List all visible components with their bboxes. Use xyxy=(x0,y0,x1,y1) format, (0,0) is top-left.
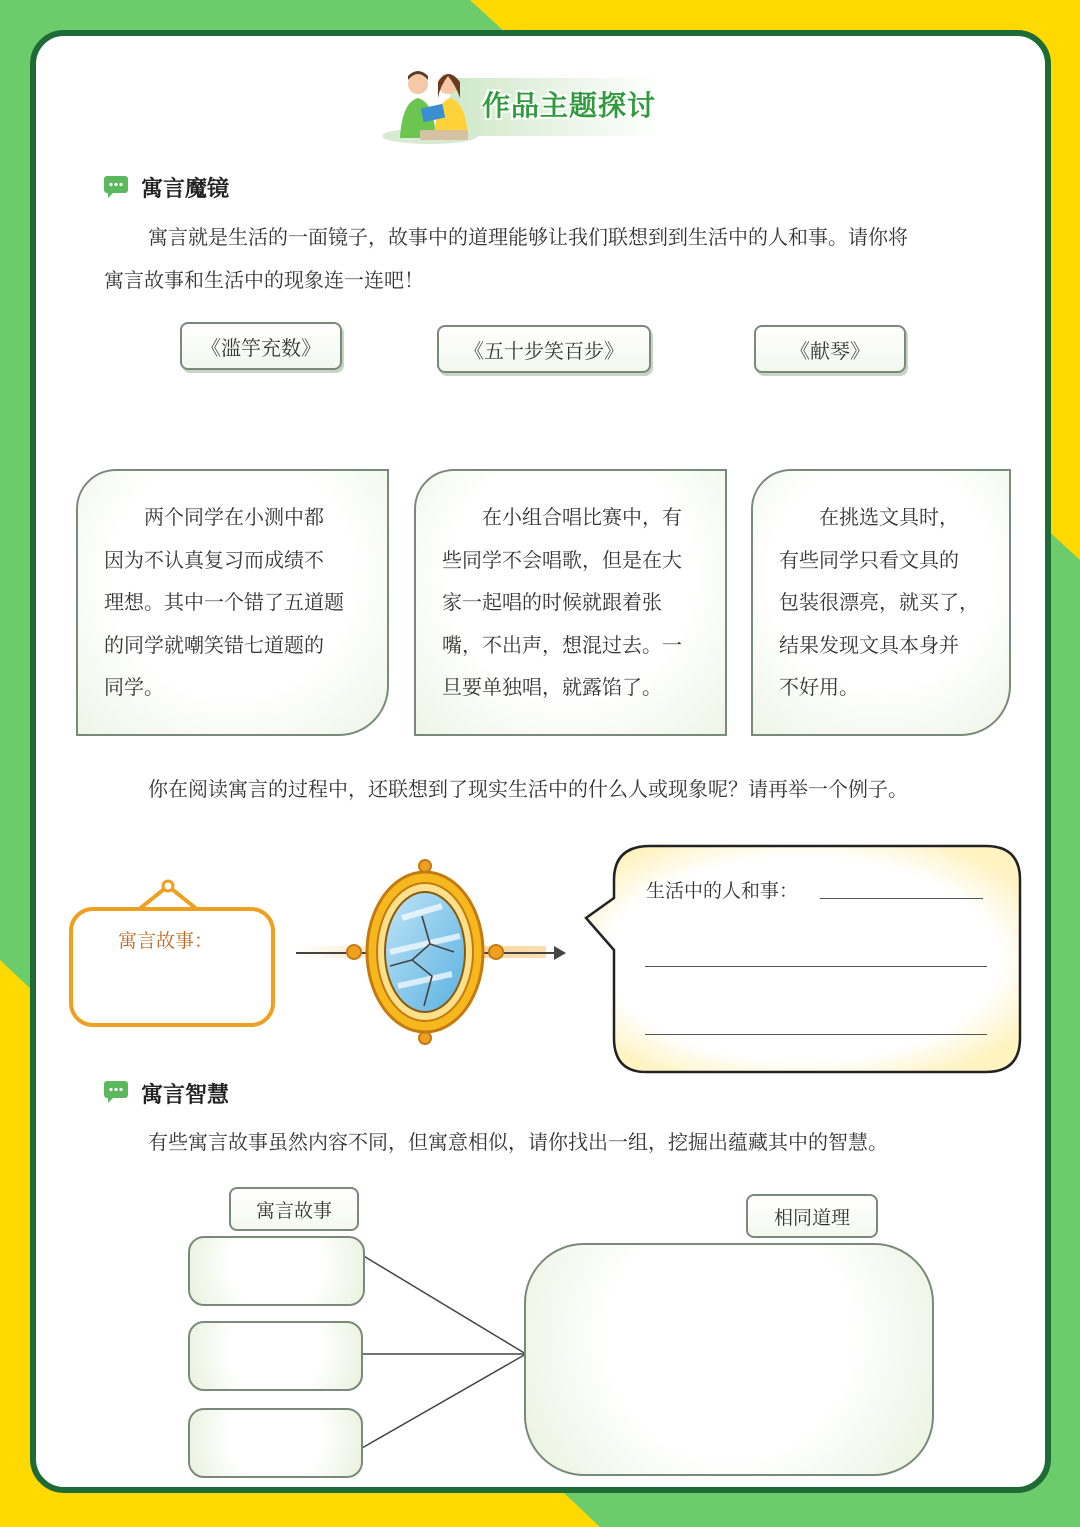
intro-line-2: 寓言故事和生活中的现象连一连吧！ xyxy=(104,268,424,292)
answer-line-2[interactable] xyxy=(645,966,987,967)
card-line: 家一起唱的时候就跟着张 xyxy=(442,590,662,614)
card-line: 嘴，不出声，想混过去。一 xyxy=(442,632,682,657)
fable-box-2: 《五十步笑百步》 xyxy=(437,325,651,373)
fable-input-box-3[interactable] xyxy=(188,1408,363,1478)
follow-up-question: 你在阅读寓言的过程中，还联想到了现实生活中的什么人或现象呢？请再举一个例子。 xyxy=(148,777,908,801)
card-line: 两个同学在小测中都 xyxy=(144,505,324,529)
magic-mirror-icon xyxy=(342,856,508,1048)
card-line: 在小组合唱比赛中，有 xyxy=(482,505,682,529)
fable-story-label: 寓言故事： xyxy=(118,930,214,952)
connector-lines xyxy=(360,1250,530,1460)
card-line: 不好用。 xyxy=(779,675,859,699)
fable-box-1: 《滥竽充数》 xyxy=(180,322,342,370)
card-line: 因为不认真复习而成绩不 xyxy=(104,547,324,572)
card-line: 结果发现文具本身并 xyxy=(779,632,959,657)
card-line: 同学。 xyxy=(104,675,164,699)
fable-box-3: 《献琴》 xyxy=(754,325,906,373)
fable-input-box-2[interactable] xyxy=(188,1321,363,1391)
life-example-label: 生活中的人和事： xyxy=(646,880,799,902)
speech-bubble-icon xyxy=(103,175,129,199)
intro-line-1: 寓言就是生活的一面镜子，故事中的道理能够让我们联想到到生活中的人和事。请你将 xyxy=(148,225,908,249)
speech-bubble-icon xyxy=(103,1080,129,1104)
card-line: 旦要单独唱，就露馅了。 xyxy=(442,675,662,699)
two-girls-reading-icon xyxy=(390,68,480,148)
phenomenon-card-1 xyxy=(76,469,389,736)
card-line: 有些同学只看文具的 xyxy=(779,547,959,572)
phenomenon-card-3 xyxy=(751,469,1011,736)
shared-moral-input-box[interactable] xyxy=(524,1243,934,1476)
phenomenon-card-2 xyxy=(414,469,727,736)
card-line: 的同学就嘲笑错七道题的 xyxy=(104,632,324,657)
card-line: 些同学不会唱歌，但是在大 xyxy=(442,547,682,572)
shared-moral-tag: 相同道理 xyxy=(746,1194,878,1238)
wisdom-intro: 有些寓言故事虽然内容不同，但寓意相似，请你找出一组，挖掘出蕴藏其中的智慧。 xyxy=(148,1130,888,1154)
section-title-fable-mirror: 寓言魔镜 xyxy=(141,177,230,202)
section-title-fable-wisdom: 寓言智慧 xyxy=(141,1083,230,1108)
card-line: 包装很漂亮，就买了， xyxy=(779,590,979,614)
page-title: 作品主题探讨 xyxy=(482,89,657,122)
card-line: 在挑选文具时， xyxy=(819,505,959,529)
fable-input-box-1[interactable] xyxy=(188,1236,365,1306)
fable-story-tag: 寓言故事 xyxy=(229,1187,359,1231)
card-line: 理想。其中一个错了五道题 xyxy=(104,590,344,614)
answer-line-3[interactable] xyxy=(645,1034,987,1035)
answer-line-1[interactable] xyxy=(820,898,983,899)
hanging-sign-frame xyxy=(66,878,278,1030)
